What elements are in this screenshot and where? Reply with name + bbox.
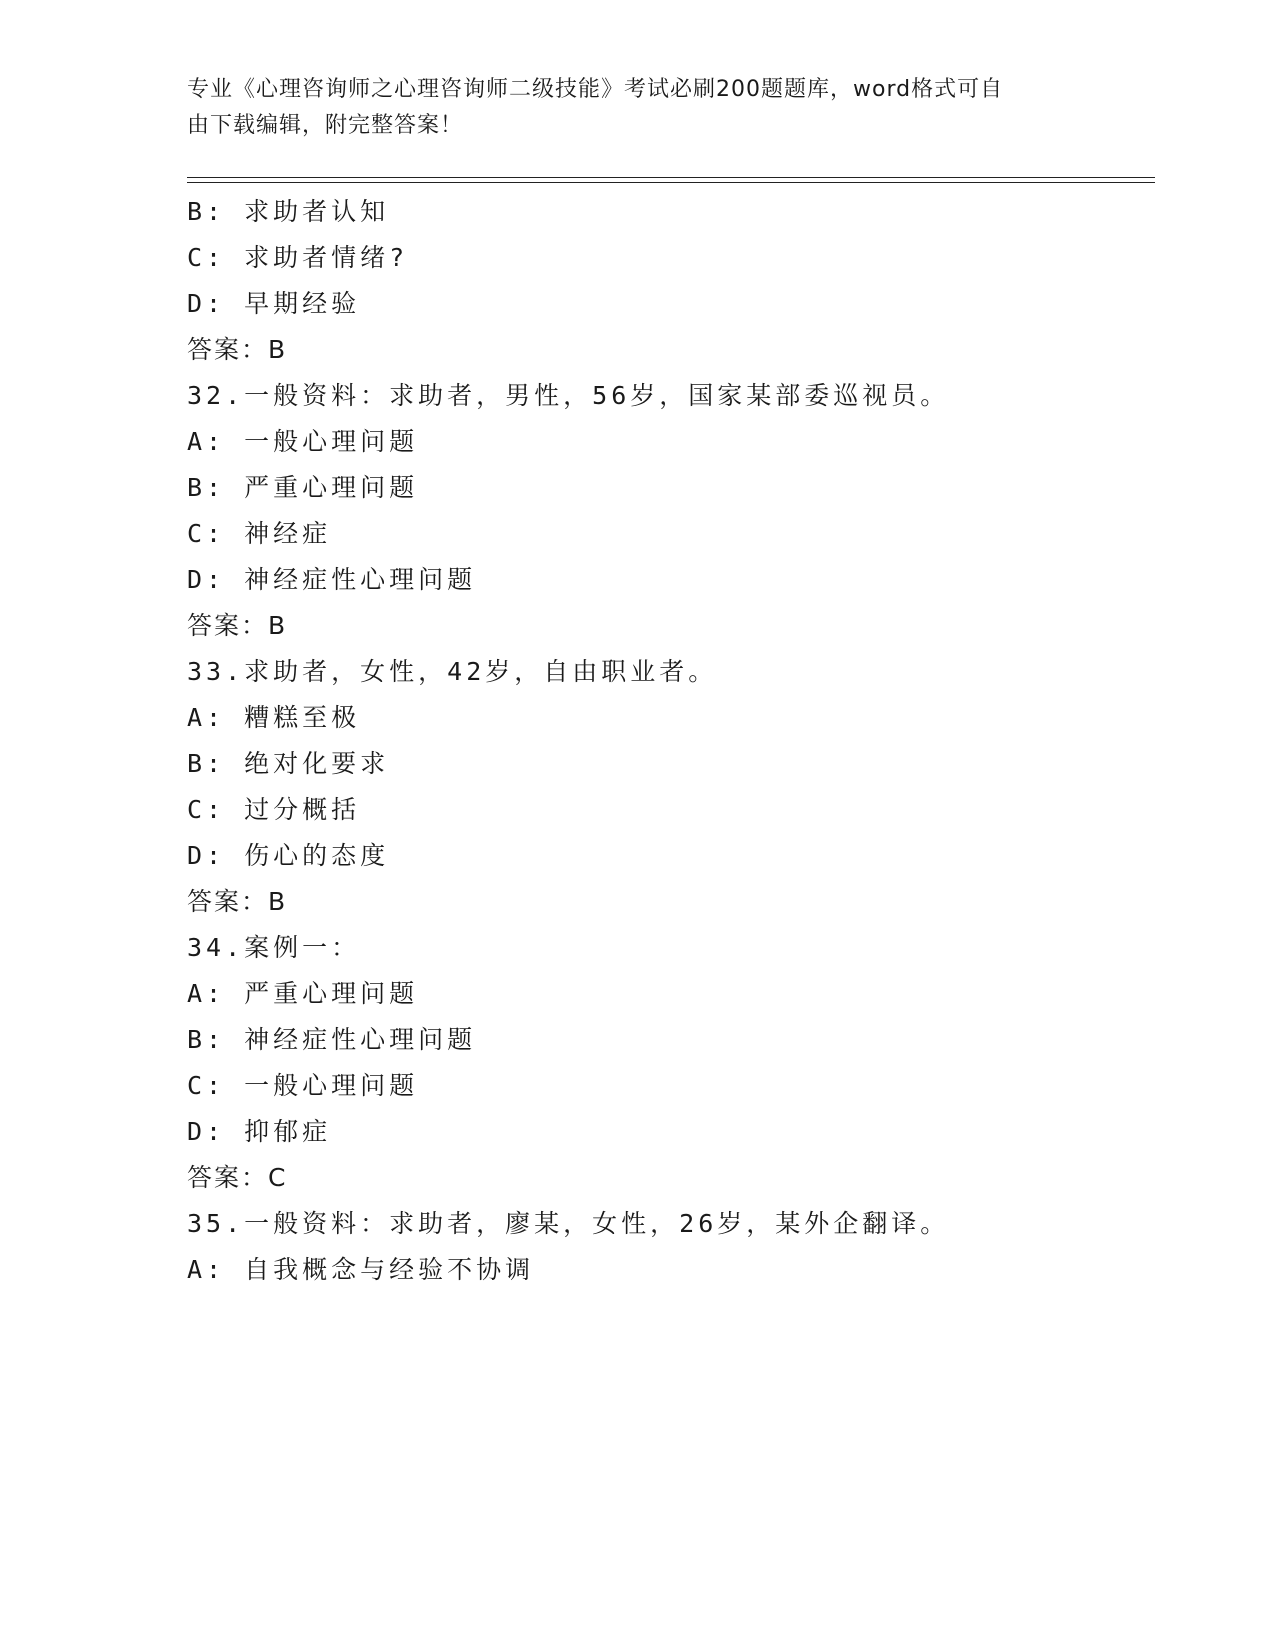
question-stem: 33.求助者，女性，42岁，自由职业者。 <box>187 657 718 686</box>
question-list <box>187 189 1155 1293</box>
header-divider-top <box>187 177 1155 178</box>
answer-line: 答案：B <box>187 887 288 916</box>
option-c: C: 神经症 <box>187 519 332 548</box>
question-block-34 <box>187 925 1155 1201</box>
option-b: B: 严重心理问题 <box>187 473 419 502</box>
header-line-2: 由下载编辑，附完整答案！ <box>187 113 464 138</box>
answer-line: 答案：B <box>187 611 288 640</box>
option-a: A: 严重心理问题 <box>187 979 419 1008</box>
option-c: C: 一般心理问题 <box>187 1071 419 1100</box>
option-d: D: 抑郁症 <box>187 1117 332 1146</box>
option-a: A: 自我概念与经验不协调 <box>187 1255 535 1284</box>
question-stem: 32.一般资料：求助者，男性，56岁，国家某部委巡视员。 <box>187 381 950 410</box>
header-divider-bottom <box>187 182 1155 183</box>
question-block-35 <box>187 1201 1155 1293</box>
answer-line: 答案：B <box>187 335 288 364</box>
option-d: D: 早期经验 <box>187 289 361 318</box>
question-stem: 34.案例一： <box>187 933 361 962</box>
option-d: D: 神经症性心理问题 <box>187 565 477 594</box>
question-block-33 <box>187 649 1155 925</box>
option-d: D: 伤心的态度 <box>187 841 390 870</box>
option-c: C: 过分概括 <box>187 795 361 824</box>
option-a: A: 一般心理问题 <box>187 427 419 456</box>
question-block-31-partial <box>187 189 1155 373</box>
option-b: B: 绝对化要求 <box>187 749 390 778</box>
option-a: A: 糟糕至极 <box>187 703 361 732</box>
header-line-1: 专业《心理咨询师之心理咨询师二级技能》考试必刷200题题库，word格式可自 <box>187 77 1004 102</box>
document-header <box>187 72 1067 144</box>
option-b: B: 神经症性心理问题 <box>187 1025 477 1054</box>
question-block-32 <box>187 373 1155 649</box>
answer-line: 答案：C <box>187 1163 288 1192</box>
option-b: B: 求助者认知 <box>187 197 390 226</box>
option-c: C: 求助者情绪? <box>187 243 409 272</box>
question-stem: 35.一般资料：求助者，廖某，女性，26岁，某外企翻译。 <box>187 1209 950 1238</box>
